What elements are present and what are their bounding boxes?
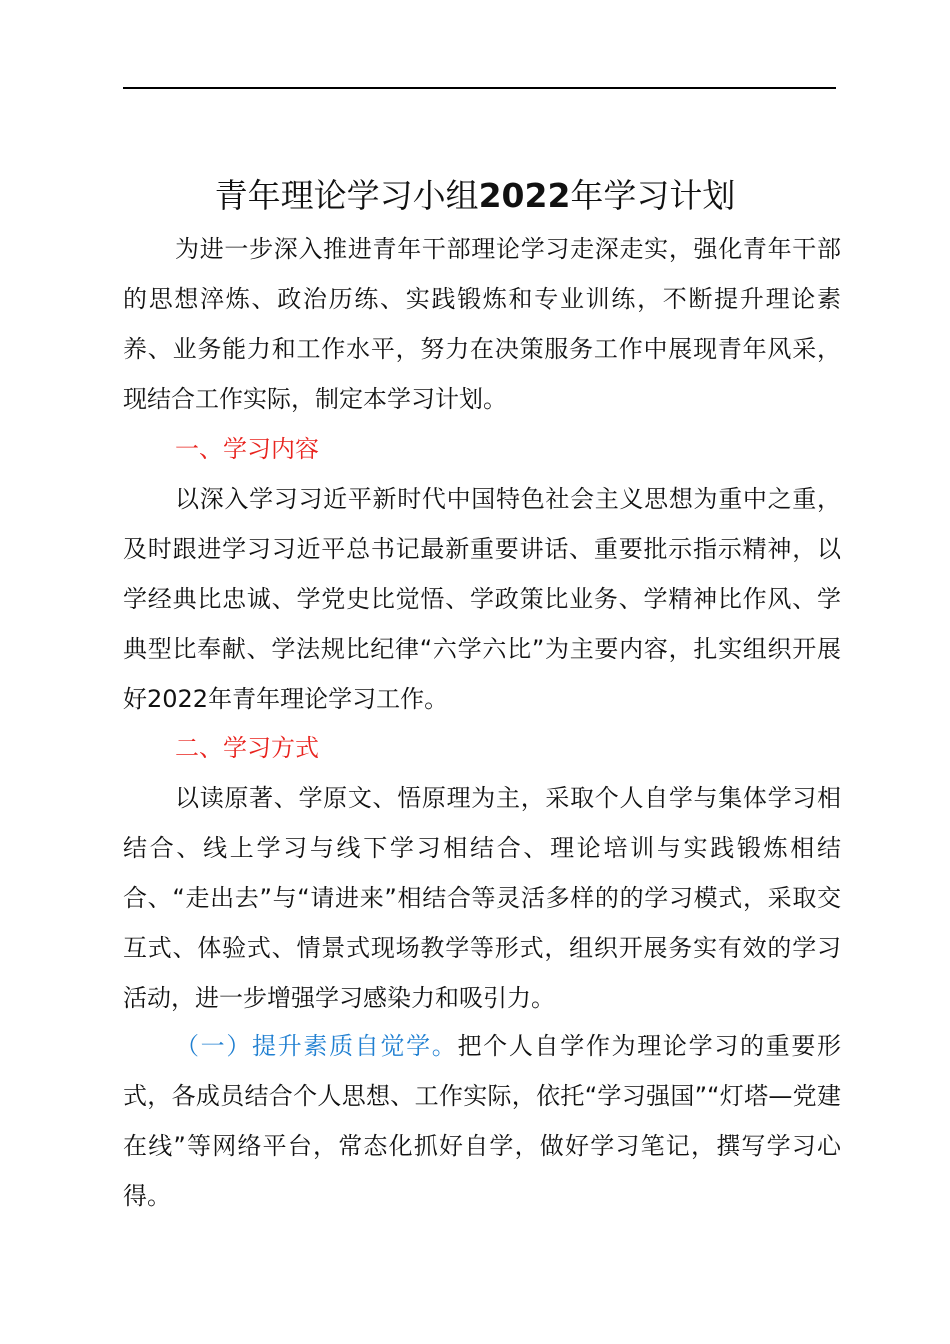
section-body-method: 以读原著、学原文、悟原理为主，采取个人自学与集体学习相结合、线上学习与线下学习相结合、理论培训与实践锻炼相结合、“走出去”与“请进来”相结合等灵活多样的的学习模式，采取交互式、体验式、情景式现场教学等形式，组织开展务实有效的学习活动，进一步增强学习感染力和吸引力。: [123, 784, 841, 1012]
document-title: [0, 172, 950, 220]
subsection-body: 把个人自学作为理论学习的重要形式，各成员结合个人思想、工作实际，依托“学习强国”“灯塔—党建在线”等网络平台，常态化抓好自学，做好学习笔记，撰写学习心得。: [123, 1032, 842, 1210]
title-suffix: 年学习计划: [570, 176, 736, 216]
intro-paragraph: 为进一步深入推进青年干部理论学习走深走实，强化青年干部的思想淬炼、政治历练、实践锻炼和专业训练，不断提升理论素养、业务能力和工作水平，努力在决策服务工作中展现青年风采，现结合工作实际，制定本学习计划。: [123, 235, 841, 413]
subsection-paragraph: [123, 1021, 841, 1221]
title-year: 2022: [478, 176, 571, 216]
section-heading-content: 一、学习内容: [175, 435, 319, 463]
title-prefix: 青年理论学习小组: [214, 176, 479, 216]
header-rule: [123, 87, 836, 89]
subsection-heading: （一）提升素质自觉学。: [175, 1032, 458, 1060]
section-heading-method: 二、学习方式: [175, 734, 319, 762]
section-body-content: 以深入学习习近平新时代中国特色社会主义思想为重中之重，及时跟进学习习近平总书记最新重要讲话、重要批示指示精神，以学经典比忠诚、学党史比觉悟、学政策比业务、学精神比作风、学典型比奉献、学法规比纪律“六学六比”为主要内容，扎实组织开展好2022年青年理论学习工作。: [123, 485, 841, 713]
